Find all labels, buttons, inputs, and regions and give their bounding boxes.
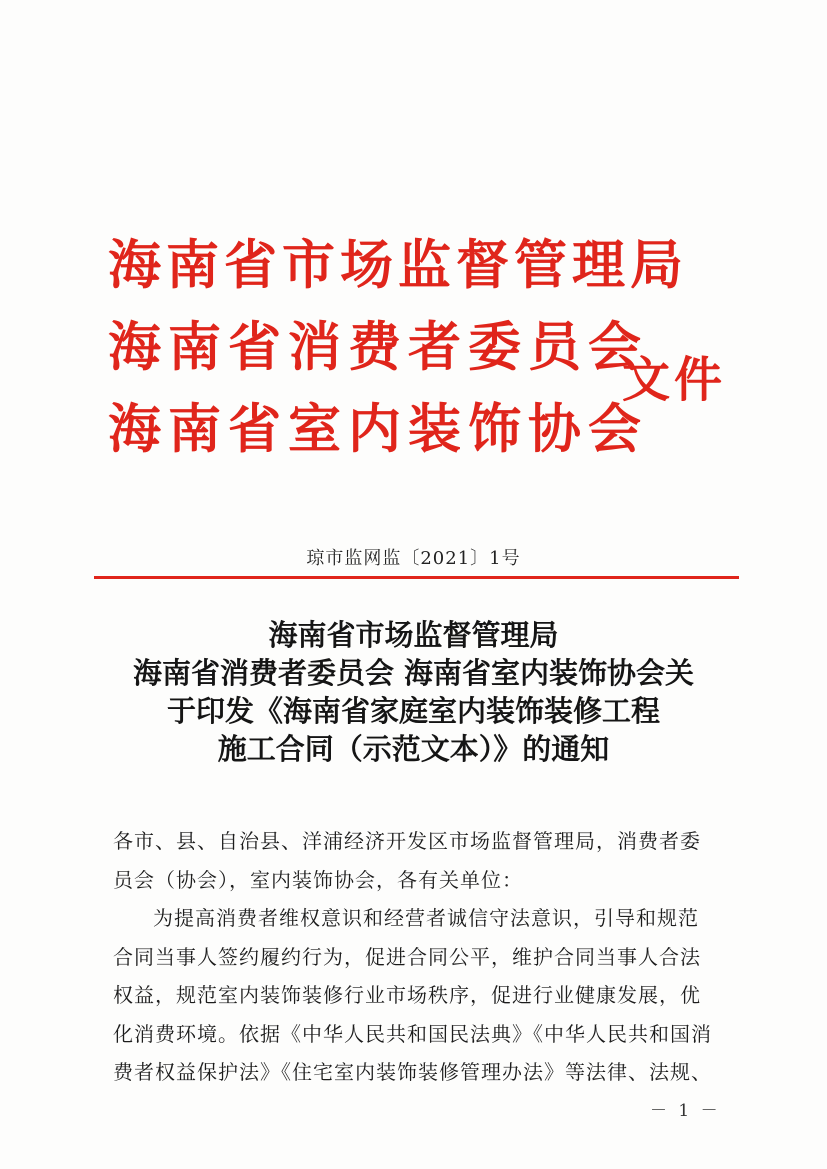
red-divider bbox=[94, 576, 739, 579]
issuer-name-2: 海南省消费者委员会 bbox=[108, 316, 648, 378]
paragraph-line: 费者权益保护法》《住宅室内装饰装修管理办法》等法律、法规、 bbox=[113, 1060, 712, 1084]
addressee-line: 各市、县、自治县、洋浦经济开发区市场监督管理局，消费者委 bbox=[113, 829, 701, 853]
addressee-line: 员会（协会），室内装饰协会，各有关单位： bbox=[113, 867, 523, 892]
issuer-name-3: 海南省室内装饰协会 bbox=[108, 398, 648, 460]
document-type-label: 文件 bbox=[622, 352, 727, 408]
title-line: 施工合同（示范文本）》的通知 bbox=[217, 732, 610, 766]
title-line: 海南省消费者委员会 海南省室内装饰协会关 bbox=[132, 656, 695, 690]
body-text bbox=[113, 822, 733, 1092]
document-number: 琼市监网监〔2021〕1号 bbox=[306, 548, 521, 569]
issuer-name-1: 海南省市场监督管理局 bbox=[108, 234, 688, 296]
page-number: － 1 － bbox=[650, 1101, 721, 1121]
paragraph-line: 为提高消费者维权意识和经营者诚信守法意识，引导和规范 bbox=[153, 906, 699, 930]
paragraph-line: 化消费环境。依据《中华人民共和国民法典》《中华人民共和国消 bbox=[113, 1021, 712, 1046]
title-line: 于印发《海南省家庭室内装饰装修工程 bbox=[166, 694, 660, 728]
document-title bbox=[0, 616, 827, 768]
paragraph-line: 权益，规范室内装饰装修行业市场秩序，促进行业健康发展，优 bbox=[113, 983, 701, 1007]
paragraph-line: 合同当事人签约履约行为，促进合同公平，维护合同当事人合法 bbox=[113, 944, 701, 969]
title-line: 海南省市场监督管理局 bbox=[268, 618, 559, 652]
